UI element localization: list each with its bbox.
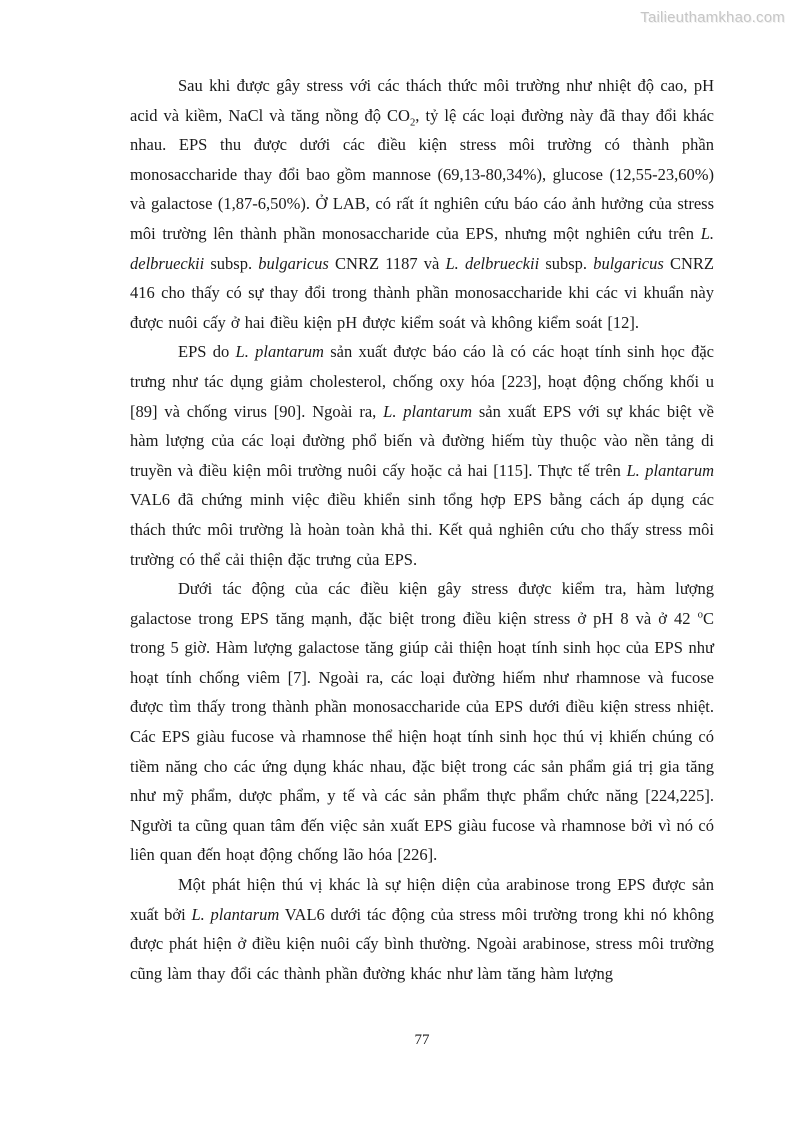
text-segment: CNRZ 1187 và [328,253,446,273]
text-segment: bulgaricus [593,253,664,273]
text-segment: L. plantarum [626,460,715,480]
text-segment: sản xuất được báo cáo là có các hoạt tính sinh học đặc trưng như tác dụng giảm cholesterol, chống oxy hóa [223], hoạt động chống khối u [89] và chống virus [90]. Ngoài ra, [130,342,715,421]
text-segment: L. plantarum [235,342,324,362]
text-segment: sản xuất EPS với sự khác biệt về hàm lượng của các loại đường phổ biến và đường hiếm tùy thuộc vào nền tảng di truyền và điều kiện môi trường nuôi cấy hoặc cả hai [115]. Thực tế trên [130,401,714,480]
paragraph [130,71,714,337]
page-number: 77 [414,1032,430,1048]
text-segment: L. plantarum [191,904,280,924]
text-segment: o [697,608,703,621]
text-segment: Dưới tác động của các điều kiện gây stress được kiểm tra, hàm lượng galactose trong EPS tăng mạnh, đặc biệt trong điều kiện stress ở pH 8 và ở 42 [130,579,714,628]
text-segment: , tỷ lệ các loại đường này đã thay đổi khác nhau. EPS thu được dưới các điều kiện stress môi trường có thành phần monosaccharide thay đổi bao gồm mannose (69,13-80,34%), glucose (12,55-23,60%) và galactose (1,87-6,50%). Ở LAB, có rất ít nghiên cứu báo cáo ảnh hưởng của stress môi trường lên thành phần monosaccharide của EPS, nhưng một nghiên cứu trên [130,105,714,243]
text-segment: bulgaricus [258,253,329,273]
text-segment: CNRZ 416 cho thấy có sự thay đổi trong thành phần monosaccharide khi các vi khuẩn này được nuôi cấy ở hai điều kiện pH được kiểm soát và không kiểm soát [12]. [130,253,714,332]
paragraph [130,337,714,574]
text-segment: 2 [409,115,416,128]
text-segment: C trong 5 giờ. Hàm lượng galactose tăng giúp cải thiện hoạt tính sinh học của EPS như hoạt tính chống viêm [7]. Ngoài ra, các loại đường hiếm như rhamnose và fucose được tìm thấy trong thành phần monosaccharide của EPS dưới điều kiện stress nhiệt. Các EPS giàu fucose và rhamnose thể hiện hoạt tính sinh học thú vị khiến chúng có tiềm năng cho các ứng dụng khác nhau, đặc biệt trong các sản phẩm giá trị gia tăng như mỹ phẩm, dược phẩm, y tế và các sản phẩm thực phẩm chức năng [224,225]. Người ta cũng quan tâm đến việc sản xuất EPS giàu fucose và rhamnose bởi vì nó có liên quan đến hoạt động chống lão hóa [226]. [130,608,714,865]
text-segment: L. plantarum [383,401,473,421]
text-segment: VAL6 dưới tác động của stress môi trường trong khi nó không được phát hiện ở điều kiện nuôi cấy bình thường. Ngoài arabinose, stress môi trường cũng làm thay đổi các thành phần đường khác như làm tăng hàm lượng [130,904,714,983]
document-body [130,71,714,988]
paragraph [130,574,714,870]
text-segment: L. delbrueckii [130,223,714,273]
text-segment: VAL6 đã chứng minh việc điều khiển sinh tổng hợp EPS bằng cách áp dụng các thách thức môi trường là hoàn toàn khả thi. Kết quả nghiên cứu cho thấy stress môi trường có thể cải thiện đặc trưng của EPS. [130,490,714,569]
text-segment: subsp. [204,253,259,273]
text-segment: Sau khi được gây stress với các thách thức môi trường như nhiệt độ cao, pH acid và kiềm, NaCl và tăng nồng độ CO [130,76,714,125]
text-segment: Một phát hiện thú vị khác là sự hiện diện của arabinose trong EPS được sản xuất bởi [130,875,714,924]
paragraph [130,870,714,988]
text-segment: EPS do [178,342,236,362]
text-segment: subsp. [539,253,594,273]
text-segment: L. delbrueckii [445,253,540,273]
watermark: Tailieuthamkhao.com [640,9,785,26]
